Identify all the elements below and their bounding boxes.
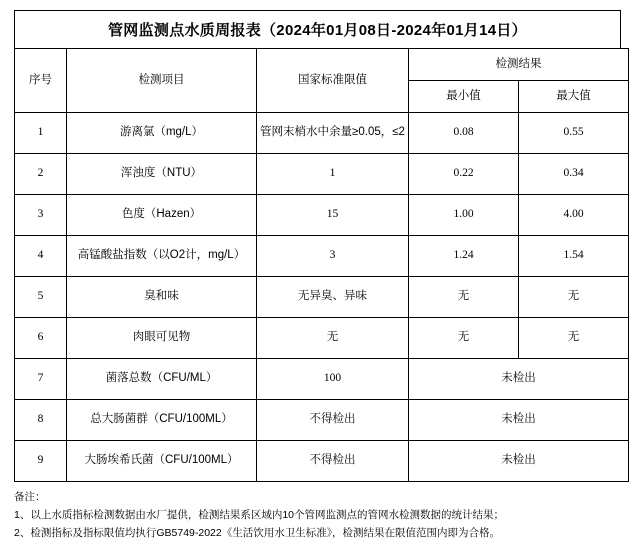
cell-max: 0.55 (519, 113, 629, 154)
cell-max: 4.00 (519, 195, 629, 236)
table-row (15, 113, 629, 154)
cell-item: 臭和味 (67, 277, 257, 318)
report-title-box (14, 10, 621, 48)
table-row (15, 318, 629, 359)
cell-max: 0.34 (519, 154, 629, 195)
cell-result: 未检出 (409, 400, 629, 441)
notes-section (14, 489, 621, 543)
column-header-max: 最大值 (519, 81, 629, 113)
column-header-item: 检测项目 (67, 49, 257, 113)
cell-item: 菌落总数（CFU/ML） (67, 359, 257, 400)
table-row (15, 277, 629, 318)
cell-standard: 3 (257, 236, 409, 277)
table-body (15, 113, 629, 482)
cell-result: 未检出 (409, 359, 629, 400)
page-title: 管网监测点水质周报表（2024年01月08日-2024年01月14日） (108, 22, 527, 39)
cell-no: 5 (15, 277, 67, 318)
cell-standard: 管网末梢水中余量≥0.05，≤2 (257, 113, 409, 154)
cell-no: 2 (15, 154, 67, 195)
cell-item: 色度（Hazen） (67, 195, 257, 236)
table-row (15, 195, 629, 236)
cell-item: 大肠埃希氏菌（CFU/100ML） (67, 441, 257, 482)
table-row (15, 400, 629, 441)
table-header (15, 49, 629, 113)
cell-no: 1 (15, 113, 67, 154)
cell-standard: 无异臭、异味 (257, 277, 409, 318)
cell-item: 肉眼可见物 (67, 318, 257, 359)
cell-min: 1.24 (409, 236, 519, 277)
cell-min: 无 (409, 318, 519, 359)
cell-min: 1.00 (409, 195, 519, 236)
notes-label: 备注： (14, 491, 46, 503)
table-row (15, 236, 629, 277)
table-row (15, 441, 629, 482)
cell-min: 无 (409, 277, 519, 318)
cell-standard: 15 (257, 195, 409, 236)
cell-item: 总大肠菌群（CFU/100ML） (67, 400, 257, 441)
cell-result: 未检出 (409, 441, 629, 482)
table-row (15, 154, 629, 195)
cell-min: 0.08 (409, 113, 519, 154)
cell-no: 9 (15, 441, 67, 482)
cell-max: 1.54 (519, 236, 629, 277)
cell-no: 3 (15, 195, 67, 236)
cell-standard: 不得检出 (257, 441, 409, 482)
cell-no: 4 (15, 236, 67, 277)
cell-min: 0.22 (409, 154, 519, 195)
cell-item: 游离氯（mg/L） (67, 113, 257, 154)
report-page (0, 10, 635, 547)
cell-no: 7 (15, 359, 67, 400)
cell-max: 无 (519, 277, 629, 318)
cell-standard: 不得检出 (257, 400, 409, 441)
table-row (15, 359, 629, 400)
cell-no: 6 (15, 318, 67, 359)
column-header-min: 最小值 (409, 81, 519, 113)
cell-standard: 无 (257, 318, 409, 359)
column-header-standard: 国家标准限值 (257, 49, 409, 113)
column-header-no: 序号 (15, 49, 67, 113)
note-item: 2、检测指标及指标限值均执行GB5749-2022《生活饮用水卫生标准》，检测结果在限值范围内即为合格。 (14, 526, 500, 539)
cell-standard: 1 (257, 154, 409, 195)
water-quality-table (14, 48, 629, 482)
column-header-result: 检测结果 (409, 49, 629, 81)
cell-max: 无 (519, 318, 629, 359)
cell-no: 8 (15, 400, 67, 441)
cell-item: 高锰酸盐指数（以O2计，mg/L） (67, 236, 257, 277)
cell-item: 浑浊度（NTU） (67, 154, 257, 195)
note-item: 1、以上水质指标检测数据由水厂提供，检测结果系区域内10个管网监测点的管网水检测数据的统计结果； (14, 508, 505, 521)
header-row-1 (15, 49, 629, 81)
cell-standard: 100 (257, 359, 409, 400)
